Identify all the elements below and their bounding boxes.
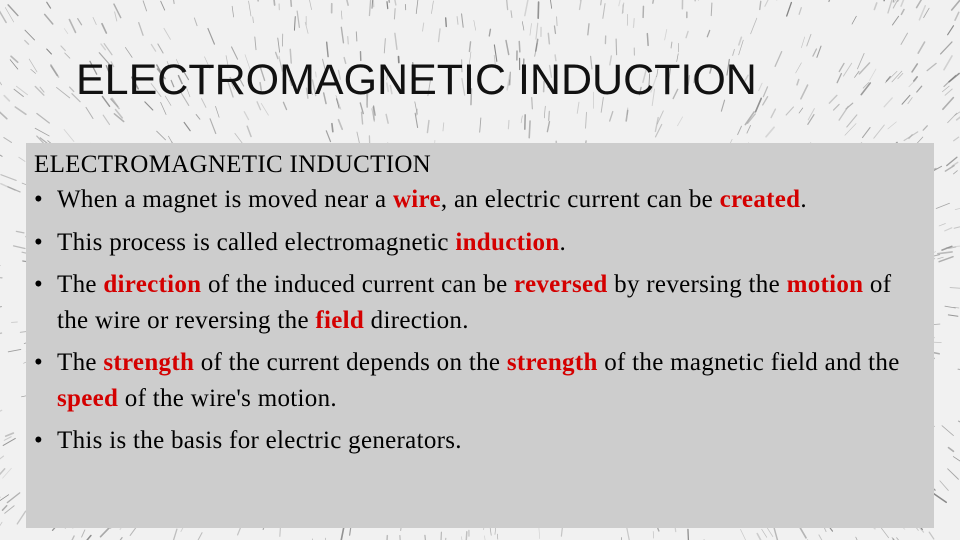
bullet-text: The <box>57 271 104 298</box>
bullet-marker: • <box>34 349 44 376</box>
emphasized-term: motion <box>786 271 864 298</box>
emphasized-term: strength <box>103 349 195 376</box>
bullet-item <box>34 423 926 459</box>
bullet-text: . <box>559 228 567 256</box>
bullet-list <box>34 182 926 459</box>
bullet-marker: • <box>34 271 44 298</box>
emphasized-term: wire <box>392 186 441 213</box>
bullet-text: of the current depends on the <box>194 349 507 376</box>
bullet-text: This process is called electromagnetic <box>57 228 456 256</box>
emphasized-term: induction <box>455 228 560 256</box>
bullet-text: of the wire's motion. <box>118 384 337 412</box>
bullet-text: . <box>800 186 807 213</box>
emphasized-term: speed <box>57 384 119 412</box>
content-box <box>26 143 934 528</box>
bullet-marker: • <box>34 427 44 454</box>
bullet-text: of the induced current can be <box>201 271 515 298</box>
bullet-text: , an electric current can be <box>440 186 720 213</box>
bullet-text: of the magnetic field and the <box>597 349 900 376</box>
emphasized-term: direction <box>103 271 202 298</box>
bullet-text: direction. <box>364 306 469 334</box>
bullet-text: The <box>57 349 104 376</box>
content-heading: ELECTROMAGNETIC INDUCTION <box>34 151 432 178</box>
bullet-text: by reversing the <box>607 271 787 298</box>
bullet-item <box>34 345 926 416</box>
emphasized-term: strength <box>506 349 598 376</box>
bullet-marker: • <box>34 186 44 213</box>
bullet-text: When a magnet is moved near a <box>57 186 393 213</box>
bullet-marker: • <box>34 228 44 256</box>
bullet-item <box>34 225 926 261</box>
bullet-text: of the wire or reversing the <box>57 271 892 334</box>
emphasized-term: created <box>719 186 801 213</box>
bullet-text: This is the basis for electric generators. <box>57 427 462 454</box>
emphasized-term: field <box>315 306 365 334</box>
bullet-item <box>34 267 926 338</box>
emphasized-term: reversed <box>514 271 608 298</box>
bullet-item <box>34 182 926 218</box>
slide-title: ELECTROMAGNETIC INDUCTION <box>76 56 757 104</box>
